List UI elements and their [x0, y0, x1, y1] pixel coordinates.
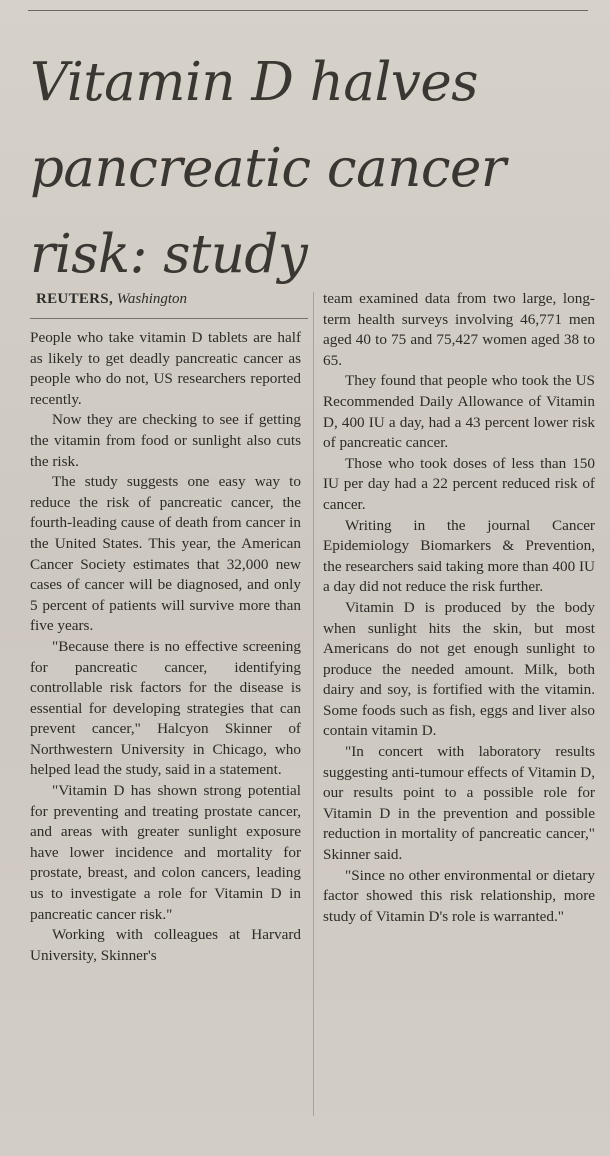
top-rule — [28, 10, 588, 11]
paragraph: Writing in the journal Cancer Epidemiology Biomarkers & Prevention, the researchers said taking more than 400 IU a day did not reduce the risk further. — [323, 516, 596, 596]
headline: Vitamin D halves pancreatic cancer risk: study — [30, 52, 506, 285]
column-divider — [313, 292, 314, 1116]
article-column-right — [323, 289, 595, 927]
byline-location: Washington — [116, 291, 188, 307]
paragraph: Vitamin D is produced by the body when sunlight hits the skin, but most Americans do not get enough sunlight to produce the needed amount. Milk, both dairy and soy, is fortified with the vitamin. Some foods such as fish, eggs and liver also contain vitamin D. — [323, 598, 595, 740]
paragraph: team examined data from two large, long-term health surveys involving 46,771 men aged 40 to 75 and 75,427 women aged 38 to 65. — [323, 290, 595, 369]
paragraph: Now they are checking to see if getting the vitamin from food or sunlight also cuts the risk. — [30, 411, 301, 470]
byline — [36, 291, 187, 308]
paragraph: Working with colleagues at Harvard University, Skinner's — [30, 926, 301, 964]
paragraph: "Because there is no effective screening for pancreatic cancer, identifying controllable risk factors for the disease is essential for developing strategies that can prevent cancer," Halcyon Skinner of Northwestern University in Chicago, who helped lead the study, said in a statement. — [30, 637, 301, 779]
paragraph: "Vitamin D has shown strong potential for preventing and treating prostate cancer, and areas with greater sunlight exposure have lower incidence and mortality for prostate, breast, and colon cancers, leading us to investigate a role for Vitamin D in pancreatic cancer risk." — [30, 782, 301, 923]
byline-rule — [30, 318, 308, 319]
paragraph: They found that people who took the US Recommended Daily Allowance of Vitamin D, 400 IU a day, had a 43 percent lower risk of pancreatic cancer. — [323, 372, 595, 452]
article-column-left — [30, 328, 301, 966]
paragraph: "Since no other environmental or dietary factor showed this risk relationship, more study of Vitamin D's role is warranted." — [323, 866, 595, 925]
paragraph: "In concert with laboratory results suggesting anti-tumour effects of Vitamin D, our results point to a possible role for Vitamin D in the prevention and possible reduction in mortality of pancreatic cancer," Skinner said. — [323, 743, 595, 864]
byline-agency: REUTERS, — [36, 291, 114, 307]
paragraph: The study suggests one easy way to reduce the risk of pancreatic cancer, the fourth-leading cause of death from cancer in the United States. This year, the American Cancer Society estimates that 32,000 new cases of cancer will be diagnosed, and only 5 percent of patients will survive more than five years. — [30, 473, 301, 635]
paragraph: People who take vitamin D tablets are half as likely to get deadly pancreatic cancer as people who do not, US researchers reported recently. — [30, 329, 301, 408]
paragraph: Those who took doses of less than 150 IU per day had a 22 percent reduced risk of cancer. — [323, 454, 595, 513]
